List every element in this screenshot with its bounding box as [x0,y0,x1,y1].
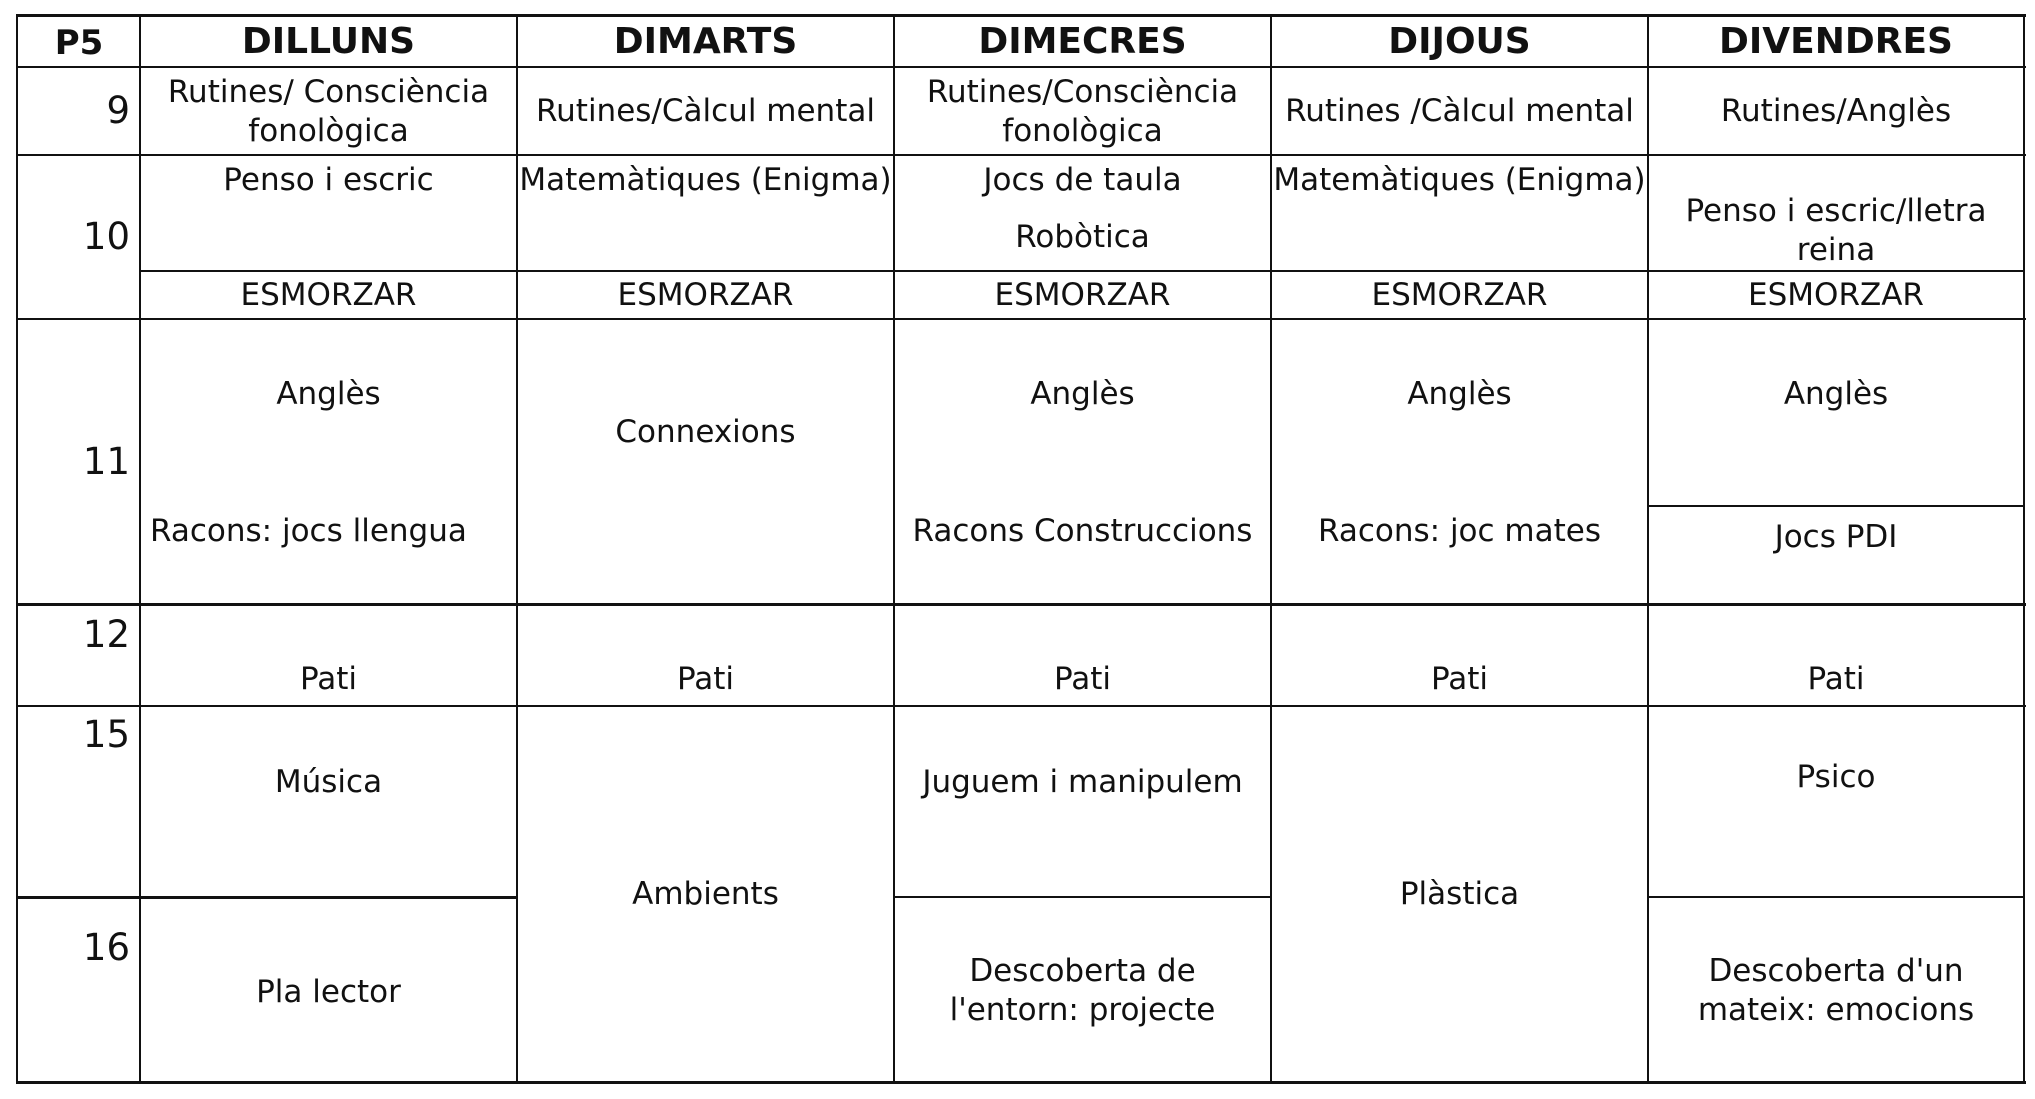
grid-line [16,318,2026,320]
grid-line [16,14,18,1084]
monday-11-activity-1: Anglès [276,375,381,412]
day-header-thursday: DIJOUS [1388,21,1531,62]
time-11: 11 [82,440,130,484]
grid-line [1647,14,1649,1084]
time-16: 16 [82,926,130,969]
friday-11-activity-1: Anglès [1783,375,1889,412]
thursday-11-activity-1: Anglès [1407,375,1512,412]
friday-10-activity: Penso i escric/lletra reina [1685,193,1987,268]
wednesday-15-activity: Juguem i manipulem [922,763,1243,800]
time-12: 12 [82,613,130,656]
wednesday-16-activity: Descoberta de l'entorn: projecte [949,953,1216,1028]
tuesday-9-activity: Rutines/Càlcul mental [536,93,875,130]
class-label: P5 [54,22,104,63]
grid-line [893,14,895,1084]
day-header-friday: DIVENDRES [1719,21,1953,62]
wednesday-breakfast: ESMORZAR [994,276,1171,313]
tuesday-15-activity: Ambients [632,875,779,912]
grid-line [16,154,2026,156]
day-header-monday: DILLUNS [241,21,416,62]
wednesday-pati: Pati [1053,660,1112,697]
day-header-wednesday: DIMECRES [978,21,1187,62]
grid-line [16,705,2026,707]
wednesday-9-activity: Rutines/Consciència fonològica [926,73,1239,149]
wednesday-11-activity-2: Racons Construccions [912,512,1253,549]
thursday-9-activity: Rutines /Càlcul mental [1285,93,1634,130]
thursday-10-activity: Matemàtiques (Enigma) [1273,161,1646,198]
grid-line [16,896,517,899]
grid-line [894,896,1271,898]
time-15: 15 [82,713,130,756]
friday-16-activity: Descoberta d'un mateix: emocions [1697,953,1975,1028]
friday-9-activity: Rutines/Anglès [1720,93,1952,130]
friday-15-activity: Psico [1796,758,1876,795]
grid-line [16,14,2026,17]
thursday-pati: Pati [1430,660,1489,697]
wednesday-11-activity-1: Anglès [1030,375,1135,412]
monday-15-activity: Música [274,763,383,800]
day-header-tuesday: DIMARTS [613,21,798,62]
monday-breakfast: ESMORZAR [240,276,417,313]
tuesday-11-activity: Connexions [615,414,796,451]
grid-line [2023,14,2025,1084]
wednesday-10-activity-1: Jocs de taula [983,161,1182,198]
monday-16-activity: Pla lector [256,973,401,1010]
monday-pati: Pati [299,660,358,697]
friday-breakfast: ESMORZAR [1748,276,1924,313]
monday-11-activity-2: Racons: jocs llengua [150,512,467,549]
friday-11-activity-2: Jocs PDI [1774,518,1898,555]
grid-line [16,603,2026,606]
grid-line [140,270,2024,272]
grid-line [1648,896,2024,898]
grid-line [16,66,2026,68]
friday-pati: Pati [1807,660,1865,697]
time-10: 10 [82,215,130,259]
monday-10-activity: Penso i escric [223,161,434,198]
wednesday-10-activity-2: Robòtica [1015,218,1150,255]
grid-line [1270,14,1272,1084]
thursday-15-activity: Plàstica [1399,875,1520,912]
thursday-breakfast: ESMORZAR [1371,276,1548,313]
tuesday-pati: Pati [676,660,735,697]
time-9: 9 [106,89,130,133]
tuesday-breakfast: ESMORZAR [617,276,794,313]
grid-line [139,14,141,1084]
monday-9-activity: Rutines/ Consciència fonològica [167,73,490,149]
grid-line [1648,505,2024,507]
grid-line [16,1081,2026,1084]
thursday-11-activity-2: Racons: joc mates [1317,512,1601,549]
grid-line [516,14,518,1084]
tuesday-10-activity: Matemàtiques (Enigma) [519,161,892,198]
